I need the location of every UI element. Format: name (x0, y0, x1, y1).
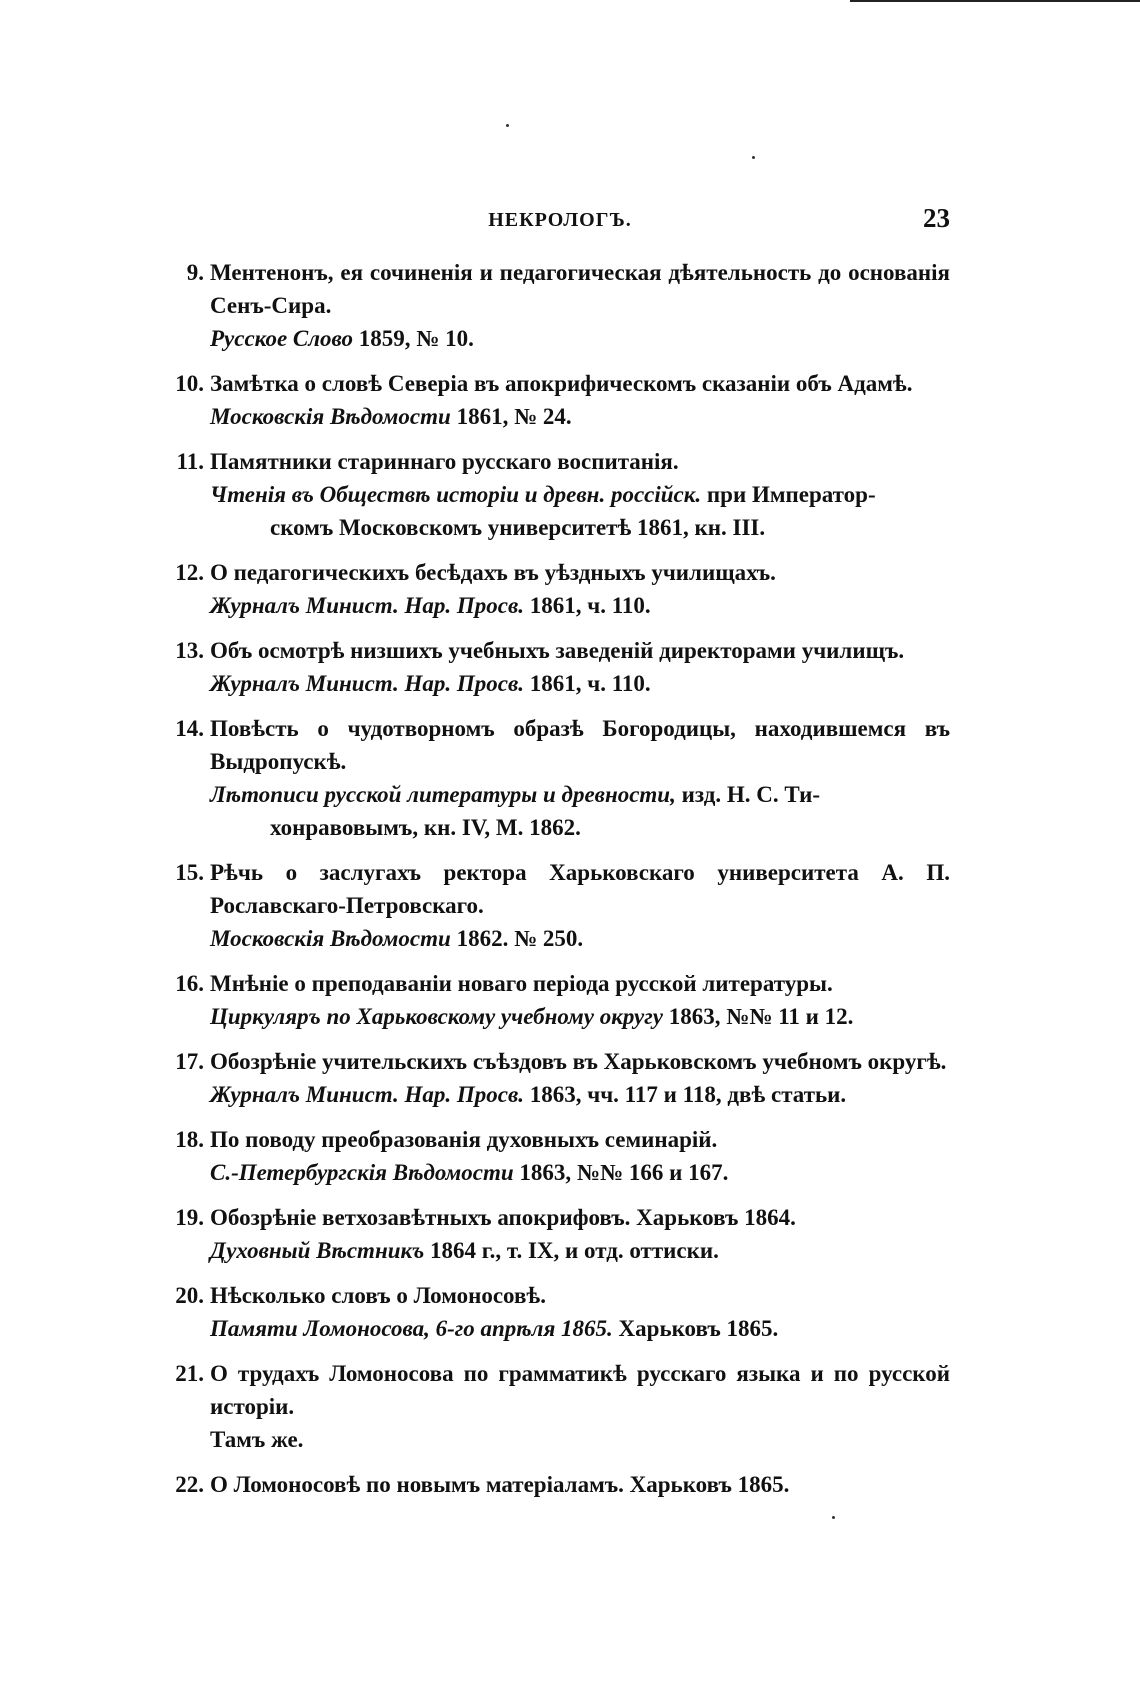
bibliography-entry (160, 1123, 950, 1189)
entry-source-details: при Император- (701, 482, 876, 507)
entry-source-details: 1863, №№ 11 и 12. (662, 1004, 854, 1029)
entry-source-details: 1861, № 24. (450, 404, 572, 429)
entry-source-line (210, 400, 950, 433)
entry-title: О трудахъ Ломоносова по грамматикѣ русскаго языка и по русской исторіи. (210, 1361, 950, 1419)
bibliography-entry (160, 1468, 950, 1501)
entry-source-publication: Циркуляръ по Харьковскому учебному округу (210, 1004, 663, 1029)
entry-title: Замѣтка о словѣ Северіа въ апокрифическомъ сказаніи объ Адамѣ. (210, 371, 913, 396)
entry-source-continuation: скомъ Московскомъ университетѣ 1861, кн. III. (270, 515, 766, 540)
bibliography-entry (160, 856, 950, 955)
entry-source (210, 778, 950, 844)
entry-source-publication: Памяти Ломоносова, 6-го апрѣля 1865. (210, 1316, 613, 1341)
entry-source-line (210, 478, 950, 511)
entry-source-details: 1864 г., т. IX, и отд. оттиски. (424, 1238, 719, 1263)
entry-source-details: 1862. № 250. (450, 926, 584, 951)
entry-source-line (210, 1156, 950, 1189)
entry-source-publication: Лѣтописи русской литературы и древности, (210, 782, 676, 807)
entry-source-publication: Журналъ Минист. Нар. Просв. (210, 671, 524, 696)
bibliography-entry (160, 556, 950, 622)
entry-number: 14. (175, 716, 204, 741)
page-header (170, 203, 950, 243)
running-head: НЕКРОЛОГЪ. (488, 209, 632, 231)
entry-source-publication: Журналъ Минист. Нар. Просв. (210, 593, 524, 618)
entry-source-line (210, 1312, 950, 1345)
entry-title: О Ломоносовѣ по новымъ матеріаламъ. Харьковъ 1865. (210, 1472, 790, 1497)
entry-source (210, 478, 950, 544)
entry-source (210, 1078, 950, 1111)
entry-source-line (210, 1423, 950, 1456)
entry-number: 20. (175, 1283, 204, 1308)
entry-source-line (210, 922, 950, 955)
ink-speck (832, 1516, 835, 1519)
entry-source-line (210, 322, 950, 355)
entry-title: Обозрѣніе учительскихъ съѣздовъ въ Харьковскомъ учебномъ округѣ. (210, 1049, 947, 1074)
top-edge-rule (850, 0, 1140, 2)
bibliography-entry (160, 634, 950, 700)
bibliography-entry (160, 445, 950, 544)
entry-source (210, 400, 950, 433)
entry-source (210, 667, 950, 700)
bibliography-list (160, 256, 950, 1513)
entry-source-details: 1861, ч. 110. (523, 593, 651, 618)
bibliography-entry (160, 1357, 950, 1456)
entry-number: 11. (176, 449, 204, 474)
entry-title: Обозрѣніе ветхозавѣтныхъ апокрифовъ. Харьковъ 1864. (210, 1205, 796, 1230)
entry-source-publication: Духовный Вѣстникъ (210, 1238, 425, 1263)
entry-source (210, 1156, 950, 1189)
entry-source-line (210, 667, 950, 700)
entry-title: Объ осмотрѣ низшихъ учебныхъ заведеній директорами училищъ. (210, 638, 905, 663)
entry-source (210, 1000, 950, 1033)
entry-source-line (210, 589, 950, 622)
bibliography-entry (160, 1201, 950, 1267)
entry-source-details: 1863, чч. 117 и 118, двѣ статьи. (523, 1082, 847, 1107)
bibliography-entry (160, 1279, 950, 1345)
entry-source-publication: Московскія Вѣдомости (210, 404, 451, 429)
entry-source-details: 1861, ч. 110. (523, 671, 651, 696)
bibliography-entry (160, 712, 950, 844)
entry-number: 22. (175, 1472, 204, 1497)
entry-number: 16. (175, 971, 204, 996)
entry-title: Мнѣніе о преподаваніи новаго періода русской литературы. (210, 971, 833, 996)
entry-source-continuation: хонравовымъ, кн. IV, М. 1862. (270, 815, 581, 840)
entry-title: Рѣчь о заслугахъ ректора Харьковскаго университета А. П. Рославскаго-Петровскаго. (210, 860, 950, 918)
bibliography-entry (160, 1045, 950, 1111)
entry-number: 12. (175, 560, 204, 585)
entry-title: О педагогическихъ бесѣдахъ въ уѣздныхъ училищахъ. (210, 560, 776, 585)
ink-speck (506, 124, 509, 127)
entry-source-details: Тамъ же. (210, 1427, 304, 1452)
entry-source-publication: С.-Петербургскія Вѣдомости (210, 1160, 514, 1185)
entry-source-line (210, 778, 950, 811)
entry-number: 19. (175, 1205, 204, 1230)
entry-source-line (210, 1000, 950, 1033)
entry-source-details: Харьковъ 1865. (612, 1316, 779, 1341)
entry-source (210, 1423, 950, 1456)
entry-source-publication: Московскія Вѣдомости (210, 926, 451, 951)
entry-number: 13. (175, 638, 204, 663)
entry-title: Нѣсколько словъ о Ломоносовѣ. (210, 1283, 546, 1308)
entry-number: 17. (175, 1049, 204, 1074)
bibliography-entry (160, 367, 950, 433)
entry-number: 10. (175, 371, 204, 396)
ink-speck (752, 156, 755, 159)
entry-title: Ментенонъ, ея сочиненія и педагогическая дѣятельность до основанія Сенъ-Сира. (210, 260, 950, 318)
entry-source (210, 322, 950, 355)
entry-source (210, 922, 950, 955)
entry-source-details: 1863, №№ 166 и 167. (513, 1160, 729, 1185)
entry-source-publication: Русское Слово (210, 326, 354, 351)
entry-title: Памятники стариннаго русскаго воспитанія. (210, 449, 679, 474)
entry-source (210, 589, 950, 622)
entry-source-line (210, 1078, 950, 1111)
entry-source (210, 1234, 950, 1267)
entry-title: По поводу преобразованія духовныхъ семинарій. (210, 1127, 718, 1152)
bibliography-entry (160, 256, 950, 355)
entry-title: Повѣсть о чудотворномъ образѣ Богородицы, находившемся въ Выдропускѣ. (210, 716, 950, 774)
entry-source (210, 1312, 950, 1345)
entry-number: 15. (175, 860, 204, 885)
bibliography-entry (160, 967, 950, 1033)
entry-source-publication: Чтенія въ Обществѣ исторіи и древн. россійск. (210, 482, 702, 507)
page-number: 23 (923, 203, 950, 233)
entry-source-details: 1859, № 10. (353, 326, 474, 351)
entry-number: 9. (186, 260, 204, 285)
entry-number: 21. (175, 1361, 204, 1386)
entry-source-details: изд. Н. С. Ти- (675, 782, 821, 807)
entry-source-line (210, 1234, 950, 1267)
entry-number: 18. (175, 1127, 204, 1152)
entry-source-publication: Журналъ Минист. Нар. Просв. (210, 1082, 524, 1107)
